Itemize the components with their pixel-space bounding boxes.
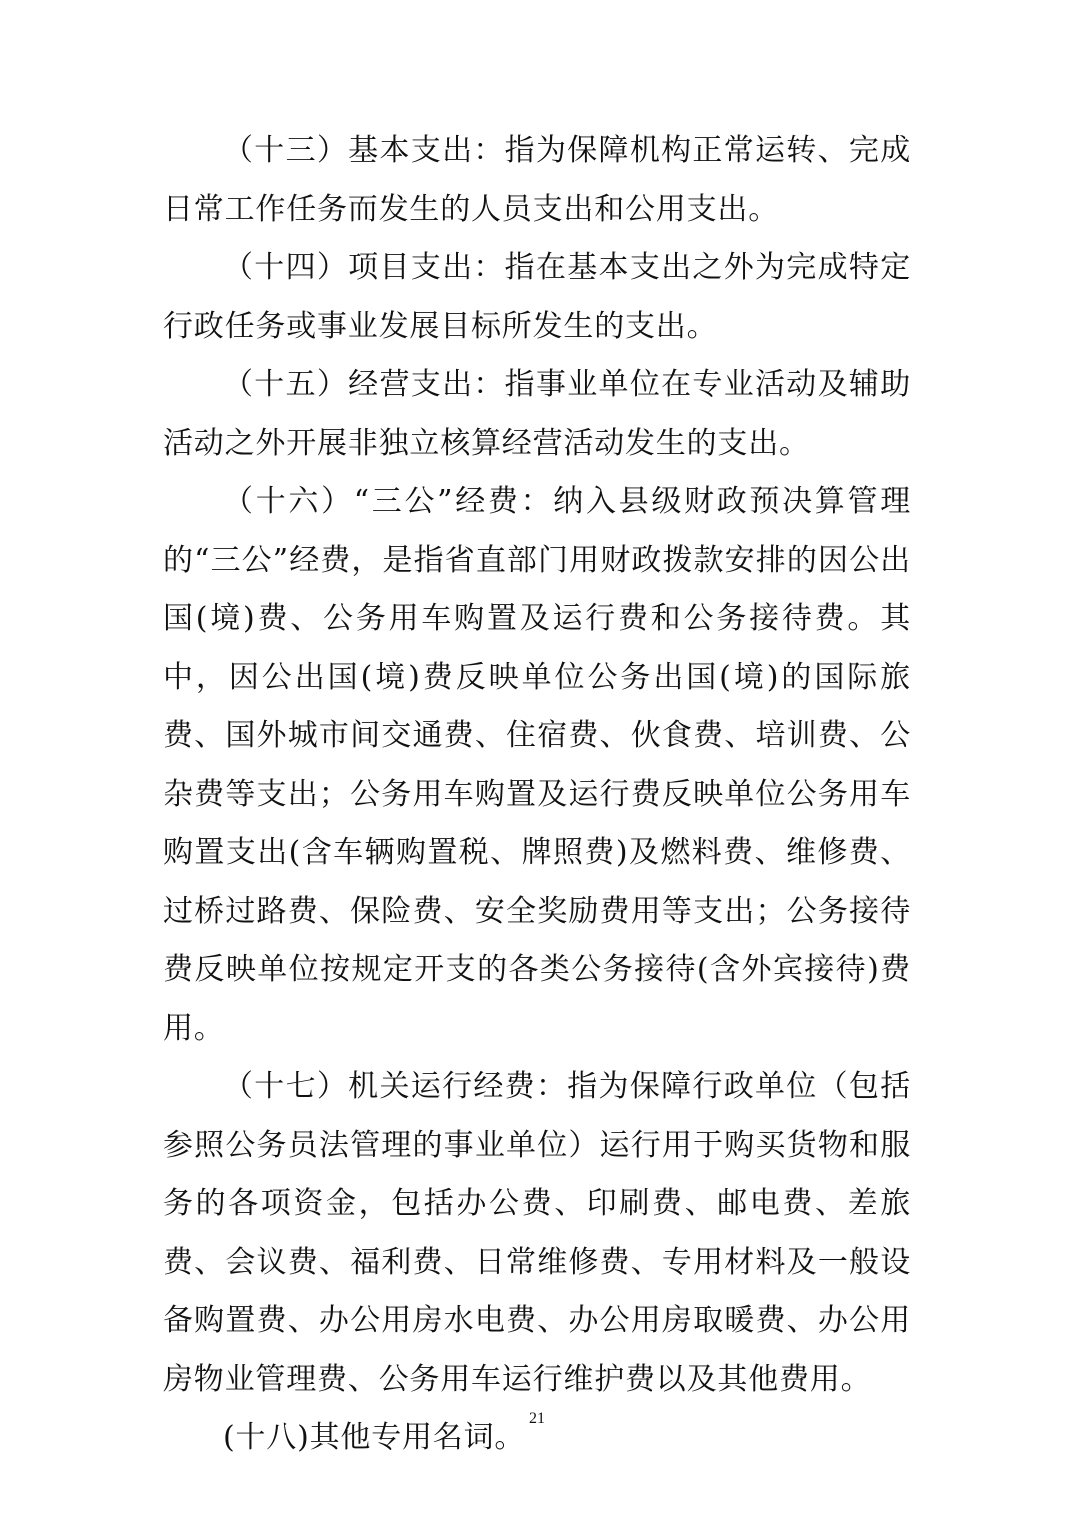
document-body [163, 122, 911, 1468]
paragraph-agency-operating-funds: （十七）机关运行经费：指为保障行政单位（包括参照公务员法管理的事业单位）运行用于购买货物和服务的各项资金，包括办公费、印刷费、邮电费、差旅费、会议费、福利费、日常维修费、专用材料及一般设备购置费、办公用房水电费、办公用房取暖费、办公用房物业管理费、公务用车运行维护费以及其他费用。 [163, 1069, 911, 1397]
paragraph-basic-expenditure: （十三）基本支出：指为保障机构正常运转、完成日常工作任务而发生的人员支出和公用支出。 [163, 133, 911, 227]
paragraph-operating-expenditure: （十五）经营支出：指事业单位在专业活动及辅助活动之外开展非独立核算经营活动发生的支出。 [163, 367, 911, 461]
paragraph-three-public-expenses: （十六）“三公”经费：纳入县级财政预决算管理的“三公”经费，是指省直部门用财政拨款安排的因公出国(境)费、公务用车购置及运行费和公务接待费。其中，因公出国(境)费反映单位公务出国(境)的国际旅费、国外城市间交通费、住宿费、伙食费、培训费、公杂费等支出；公务用车购置及运行费反映单位公务用车购置支出(含车辆购置税、牌照费)及燃料费、维修费、过桥过路费、保险费、安全奖励费用等支出；公务接待费反映单位按规定开支的各类公务接待(含外宾接待)费用。 [163, 484, 911, 1046]
page-number: 21 [529, 1410, 545, 1427]
paragraph-other-terms: (十八)其他专用名词。 [223, 1420, 526, 1455]
paragraph-project-expenditure: （十四）项目支出：指在基本支出之外为完成特定行政任务或事业发展目标所发生的支出。 [163, 250, 911, 344]
